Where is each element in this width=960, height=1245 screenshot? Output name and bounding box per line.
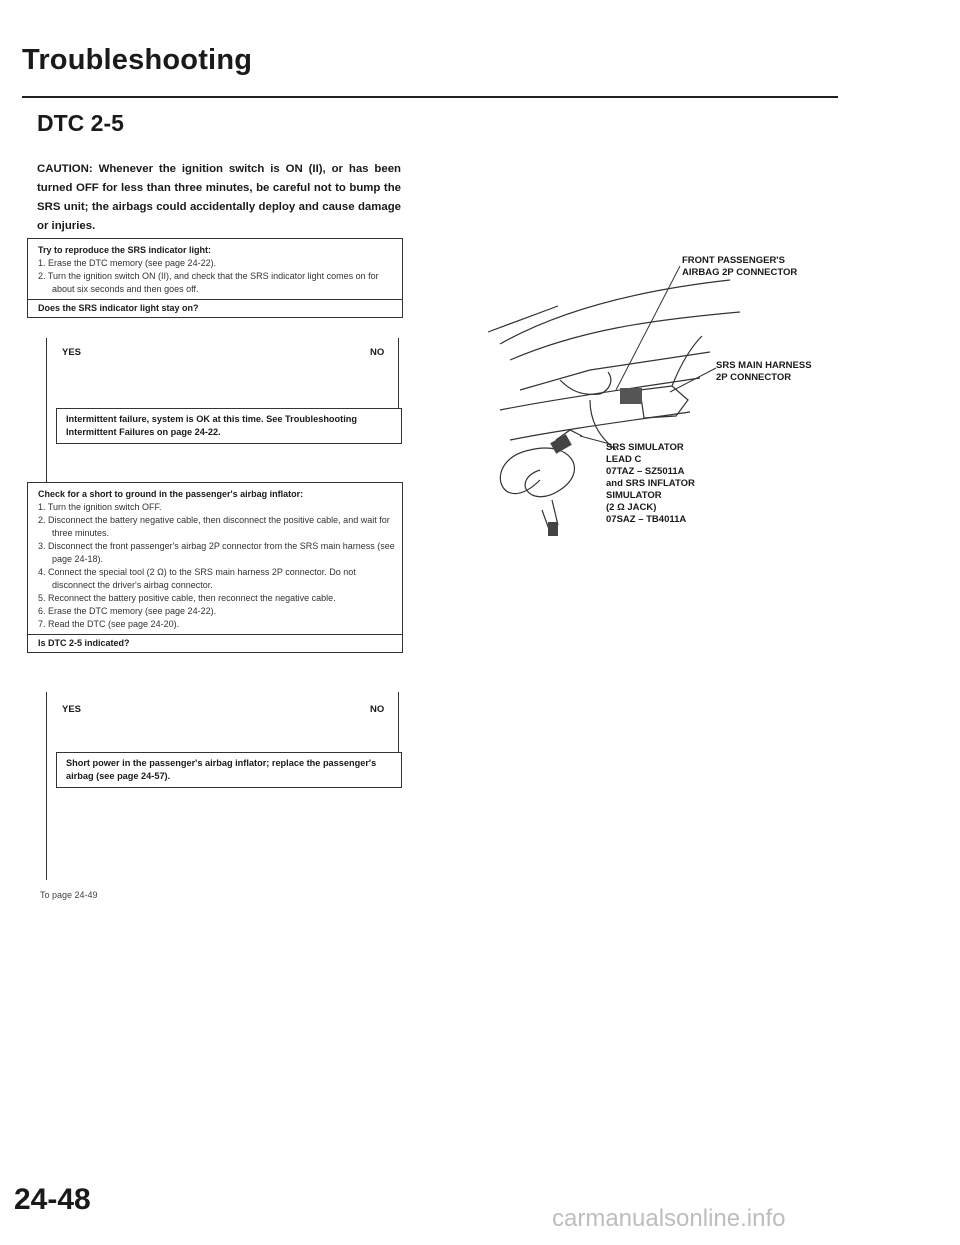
step2-no-label: NO xyxy=(370,704,385,715)
callout-line: 07SAZ – TB4011A xyxy=(606,514,687,525)
callout-srs-main-harness xyxy=(716,360,812,384)
step2-box xyxy=(27,482,403,653)
callout-line: (2 Ω JACK) xyxy=(606,502,657,513)
callout-line: 2P CONNECTOR xyxy=(716,372,792,383)
step2-yes-label: YES xyxy=(62,704,82,715)
step2-result-yes: Short power in the passenger's airbag inflator; replace the passenger's airbag (see page 24-57). xyxy=(56,752,402,788)
step1-list xyxy=(38,257,395,296)
step1-yes-label: YES xyxy=(62,347,82,358)
page-number: 24-48 xyxy=(14,1183,91,1216)
list-item: 6. Erase the DTC memory (see page 24-22). xyxy=(38,606,217,616)
list-item: 7. Read the DTC (see page 24-20). xyxy=(38,619,180,629)
callout-line: SRS MAIN HARNESS xyxy=(716,360,812,371)
callout-line: SRS SIMULATOR xyxy=(606,442,684,453)
callout-srs-simulator xyxy=(606,442,695,526)
flow-line-main-1 xyxy=(46,338,47,482)
dtc-heading: DTC 2-5 xyxy=(37,110,124,136)
list-item: 1. Turn the ignition switch OFF. xyxy=(38,502,162,512)
callout-line: FRONT PASSENGER'S xyxy=(682,255,785,266)
flow-line-no-1 xyxy=(398,338,399,408)
callout-line: SIMULATOR xyxy=(606,490,662,501)
flow-line-main-2 xyxy=(46,692,47,880)
step2-question: Is DTC 2-5 indicated? xyxy=(28,634,402,652)
callout-front-passenger-connector xyxy=(682,255,797,279)
list-item: 4. Connect the special tool (2 Ω) to the SRS main harness 2P connector. Do not disconnect the driver's airbag connector. xyxy=(38,567,356,590)
step2-list xyxy=(38,501,395,631)
caution-note: CAUTION: Whenever the ignition switch is ON (II), or has been turned OFF for less than three minutes, be careful not to bump the SRS unit; the airbags could accidentally deploy and cause damage or injuries. xyxy=(37,163,401,232)
step1-box xyxy=(27,238,403,318)
callout-line: LEAD C xyxy=(606,454,642,465)
continue-note: To page 24-49 xyxy=(40,890,98,900)
list-item: 2. Turn the ignition switch ON (II), and check that the SRS indicator light comes on for about six seconds and then goes off. xyxy=(38,271,379,294)
step1-heading: Try to reproduce the SRS indicator light: xyxy=(38,245,212,255)
watermark-text: carmanualsonline.info xyxy=(552,1205,786,1232)
list-item: 5. Reconnect the battery positive cable, then reconnect the negative cable. xyxy=(38,593,336,603)
step1-result-no: Intermittent failure, system is OK at this time. See Troubleshooting Intermittent Failures on page 24-22. xyxy=(56,408,402,444)
callout-line: and SRS INFLATOR xyxy=(606,478,695,489)
callout-line: 07TAZ – SZ5011A xyxy=(606,466,685,477)
list-item: 1. Erase the DTC memory (see page 24-22). xyxy=(38,258,217,268)
callout-line: AIRBAG 2P CONNECTOR xyxy=(682,267,798,278)
title-rule xyxy=(22,96,838,98)
step2-heading: Check for a short to ground in the passenger's airbag inflator: xyxy=(38,489,304,499)
step1-no-label: NO xyxy=(370,347,385,358)
list-item: 3. Disconnect the front passenger's airbag 2P connector from the SRS main harness (see page 24-18). xyxy=(38,541,395,564)
page-title: Troubleshooting xyxy=(22,44,253,76)
flow-line-yes-2 xyxy=(398,692,399,752)
list-item: 2. Disconnect the battery negative cable, then disconnect the positive cable, and wait for three minutes. xyxy=(38,515,390,538)
step1-question: Does the SRS indicator light stay on? xyxy=(28,299,402,317)
